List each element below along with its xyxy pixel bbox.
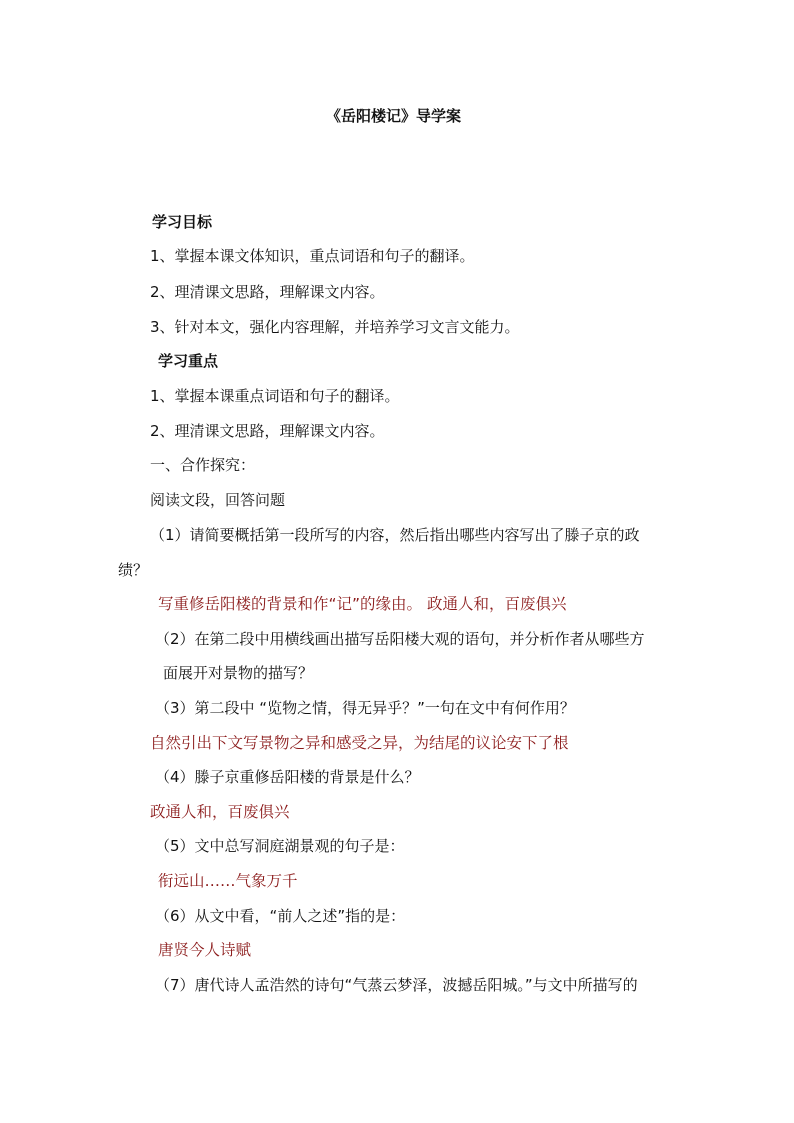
question-6: （6）从文中看，“前人之述”指的是：	[155, 907, 406, 925]
answer-6: 唐贤今人诗赋	[158, 941, 252, 959]
question-4: （4）滕子京重修岳阳楼的背景是什么？	[155, 768, 420, 786]
objective-item-2: 2、理清课文思路，理解课文内容。	[150, 283, 385, 301]
section-intro: 阅读文段，回答问题	[150, 491, 286, 509]
key-points-heading: 学习重点	[158, 352, 219, 370]
key-point-item-2: 2、理清课文思路，理解课文内容。	[150, 422, 385, 440]
question-3: （3）第二段中 “览物之情，得无异乎？”一句在文中有何作用？	[155, 699, 575, 717]
answer-5: 衔远山……气象万千	[158, 872, 298, 890]
key-point-item-1: 1、掌握本课重点词语和句子的翻译。	[150, 387, 400, 405]
section-heading: 一、合作探究：	[150, 456, 256, 474]
question-7: （7）唐代诗人孟浩然的诗句“气蒸云梦泽，波撼岳阳城。”与文中所描写的	[155, 976, 638, 994]
objectives-heading: 学习目标	[152, 213, 213, 231]
objective-item-1: 1、掌握本课文体知识，重点词语和句子的翻译。	[150, 247, 475, 265]
question-1-line-2: 绩？	[118, 561, 149, 579]
question-5: （5）文中总写洞庭湖景观的句子是：	[155, 837, 405, 855]
answer-3: 自然引出下文写景物之异和感受之异，为结尾的议论安下了根	[150, 734, 569, 752]
objective-item-3: 3、针对本文，强化内容理解，并培养学习文言文能力。	[150, 318, 520, 336]
question-2-line-2: 面展开对景物的描写？	[163, 664, 314, 682]
question-1-line-1: （1）请简要概括第一段所写的内容，然后指出哪些内容写出了滕子京的政	[150, 526, 640, 544]
question-2-line-1: （2）在第二段中用横线画出描写岳阳楼大观的语句，并分析作者从哪些方	[155, 630, 645, 648]
answer-1: 写重修岳阳楼的背景和作“记”的缘由。 政通人和，百废俱兴	[158, 595, 567, 613]
answer-4: 政通人和，百废俱兴	[150, 803, 290, 821]
page-title: 《岳阳楼记》导学案	[326, 107, 462, 125]
